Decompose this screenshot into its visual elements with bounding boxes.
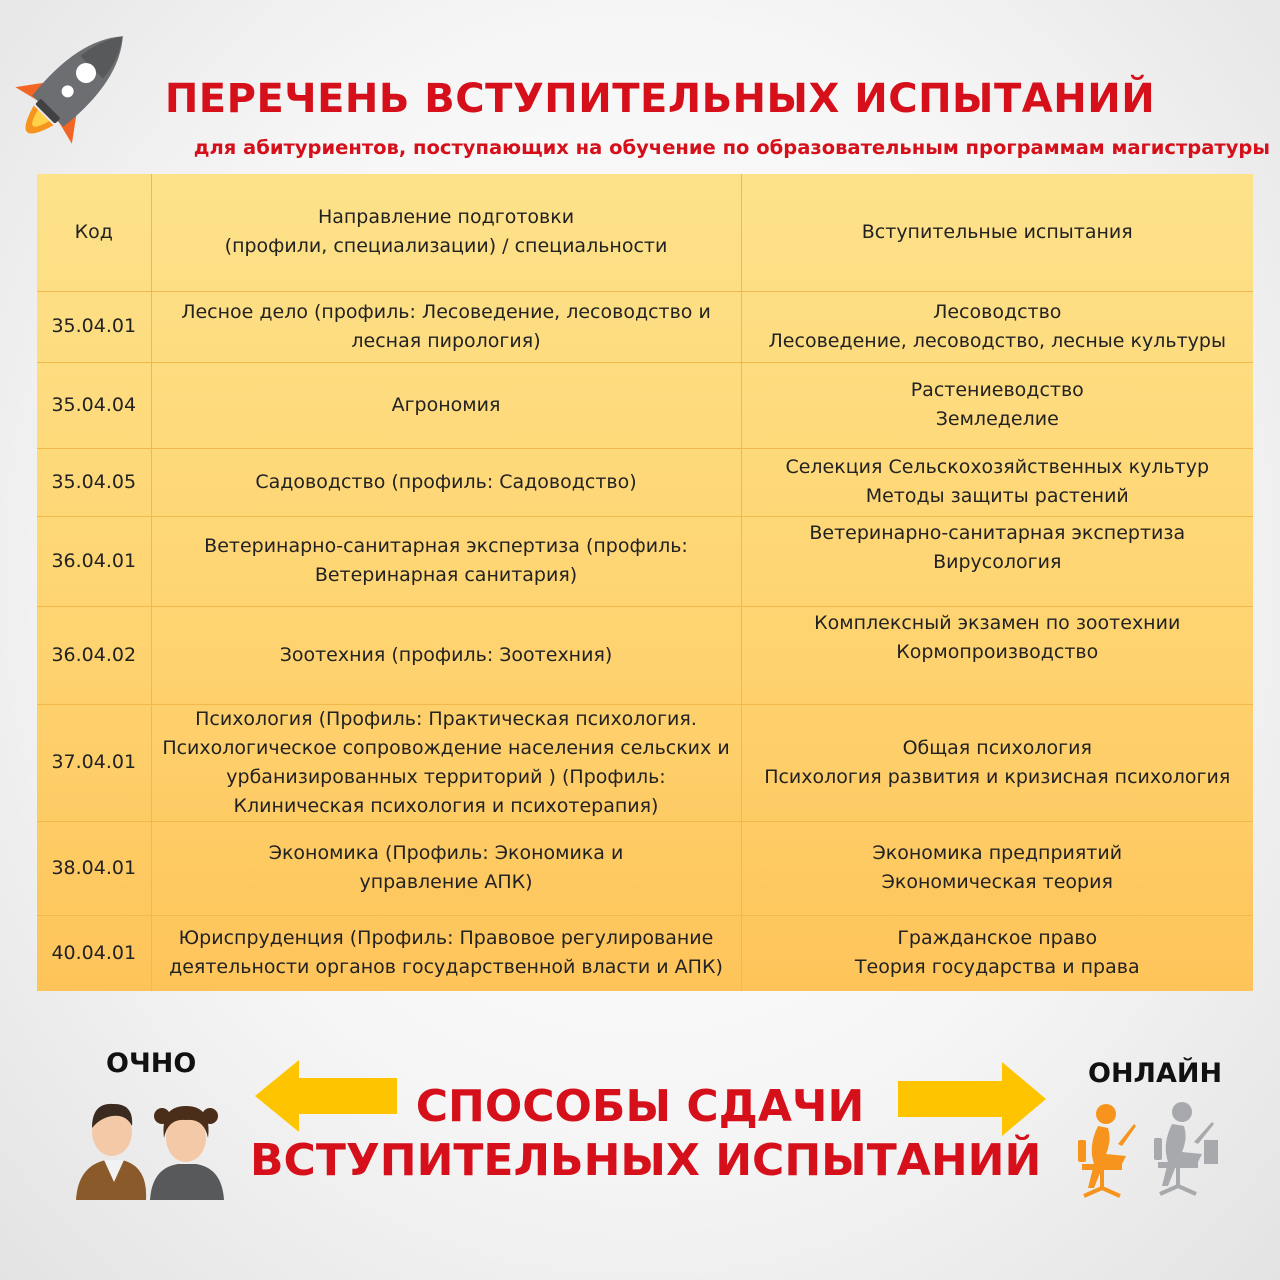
- table-row: [37, 821, 1253, 915]
- table-header-row: [37, 174, 1253, 291]
- row-direction: [151, 448, 741, 516]
- direction-line: Садоводство (профиль: Садоводство): [255, 470, 637, 493]
- people-online-icon: [1072, 1100, 1228, 1202]
- exam-line: Экономика предприятий: [872, 842, 1123, 864]
- row-exams: [741, 516, 1253, 606]
- row-exams: [741, 448, 1253, 516]
- row-code: 38.04.01: [37, 821, 151, 915]
- exam-line: Общая психология: [902, 736, 1092, 759]
- exam-line: Растениеводство: [910, 379, 1084, 401]
- row-direction: [151, 704, 741, 821]
- table-row: [37, 362, 1253, 448]
- exam-line: Лесоводство: [933, 300, 1062, 323]
- exams-table: [37, 174, 1253, 991]
- exam-line: Теория государства и права: [854, 956, 1140, 979]
- row-code: 40.04.01: [37, 915, 151, 991]
- row-exams: [741, 291, 1253, 362]
- row-exams: [741, 704, 1253, 821]
- exam-line: Вирусология: [933, 550, 1062, 573]
- online-label: ОНЛАЙН: [1088, 1058, 1223, 1089]
- row-direction: [151, 362, 741, 448]
- methods-title: [250, 1080, 1042, 1188]
- page-subtitle: для абитуриентов, поступающих на обучение по образовательным программам магистратуры: [193, 136, 1270, 159]
- header-exams: Вступительные испытания: [741, 174, 1253, 291]
- direction-line: Психологическое сопровождение населения сельских и: [162, 736, 730, 759]
- direction-line: Лесное дело (профиль: Лесоведение, лесоводство и: [181, 300, 711, 323]
- row-direction: [151, 291, 741, 362]
- methods-title-line: ВСТУПИТЕЛЬНЫХ ИСПЫТАНИЙ: [250, 1135, 1042, 1186]
- direction-line: урбанизированных территорий ) (Профиль:: [226, 765, 666, 788]
- header-direction: [151, 174, 741, 291]
- table-row: [37, 291, 1253, 362]
- people-offline-icon: [66, 1096, 228, 1200]
- row-direction: [151, 606, 741, 704]
- header-direction-line: Направление подготовки: [317, 206, 575, 229]
- row-code: 37.04.01: [37, 704, 151, 821]
- direction-line: деятельности органов государственной власти и АПК): [169, 956, 723, 979]
- row-direction: [151, 821, 741, 915]
- table-row: [37, 606, 1253, 704]
- row-code: 36.04.02: [37, 606, 151, 704]
- direction-line: управление АПК): [359, 871, 533, 893]
- direction-line: Зоотехния (профиль: Зоотехния): [279, 643, 613, 666]
- exam-line: Ветеринарно-санитарная экспертиза: [809, 521, 1186, 544]
- exam-line: Комплексный экзамен по зоотехнии: [814, 611, 1181, 634]
- exams-table-container: [37, 174, 1253, 991]
- exam-line: Селекция Сельскохозяйственных культур: [785, 456, 1210, 478]
- direction-line: Клиническая психология и психотерапия): [233, 794, 659, 817]
- row-code: 35.04.05: [37, 448, 151, 516]
- page-title: ПЕРЕЧЕНЬ ВСТУПИТЕЛЬНЫХ ИСПЫТАНИЙ: [164, 76, 1156, 122]
- direction-line: Юриспруденция (Профиль: Правовое регулирование: [178, 927, 714, 950]
- exam-line: Методы защиты растений: [865, 485, 1129, 507]
- row-code: 35.04.04: [37, 362, 151, 448]
- direction-line: Экономика (Профиль: Экономика и: [268, 842, 624, 864]
- direction-line: лесная пирология): [351, 329, 541, 352]
- exam-line: Кормопроизводство: [896, 640, 1099, 663]
- table-row: [37, 704, 1253, 821]
- exam-line: Психология развития и кризисная психология: [764, 765, 1231, 788]
- methods-title-line: СПОСОБЫ СДАЧИ: [415, 1081, 865, 1132]
- exam-line: Гражданское право: [897, 927, 1098, 950]
- direction-line: Агрономия: [391, 393, 501, 416]
- exam-line: Экономическая теория: [881, 871, 1113, 893]
- row-direction: [151, 516, 741, 606]
- exam-line: Лесоведение, лесоводство, лесные культуры: [768, 329, 1226, 352]
- direction-line: Ветеринарная санитария): [314, 564, 578, 586]
- row-exams: [741, 362, 1253, 448]
- row-exams: [741, 821, 1253, 915]
- header-code: Код: [37, 174, 151, 291]
- row-code: 36.04.01: [37, 516, 151, 606]
- row-code: 35.04.01: [37, 291, 151, 362]
- row-exams: [741, 915, 1253, 991]
- header-direction-line: (профили, специализации) / специальности: [224, 235, 668, 258]
- table-row: [37, 915, 1253, 991]
- row-exams: [741, 606, 1253, 704]
- direction-line: Психология (Профиль: Практическая психология.: [195, 707, 697, 730]
- exam-line: Земледелие: [935, 408, 1059, 430]
- direction-line: Ветеринарно-санитарная экспертиза (профиль:: [204, 535, 688, 557]
- row-direction: [151, 915, 741, 991]
- table-row: [37, 448, 1253, 516]
- table-row: [37, 516, 1253, 606]
- offline-label: ОЧНО: [106, 1048, 197, 1079]
